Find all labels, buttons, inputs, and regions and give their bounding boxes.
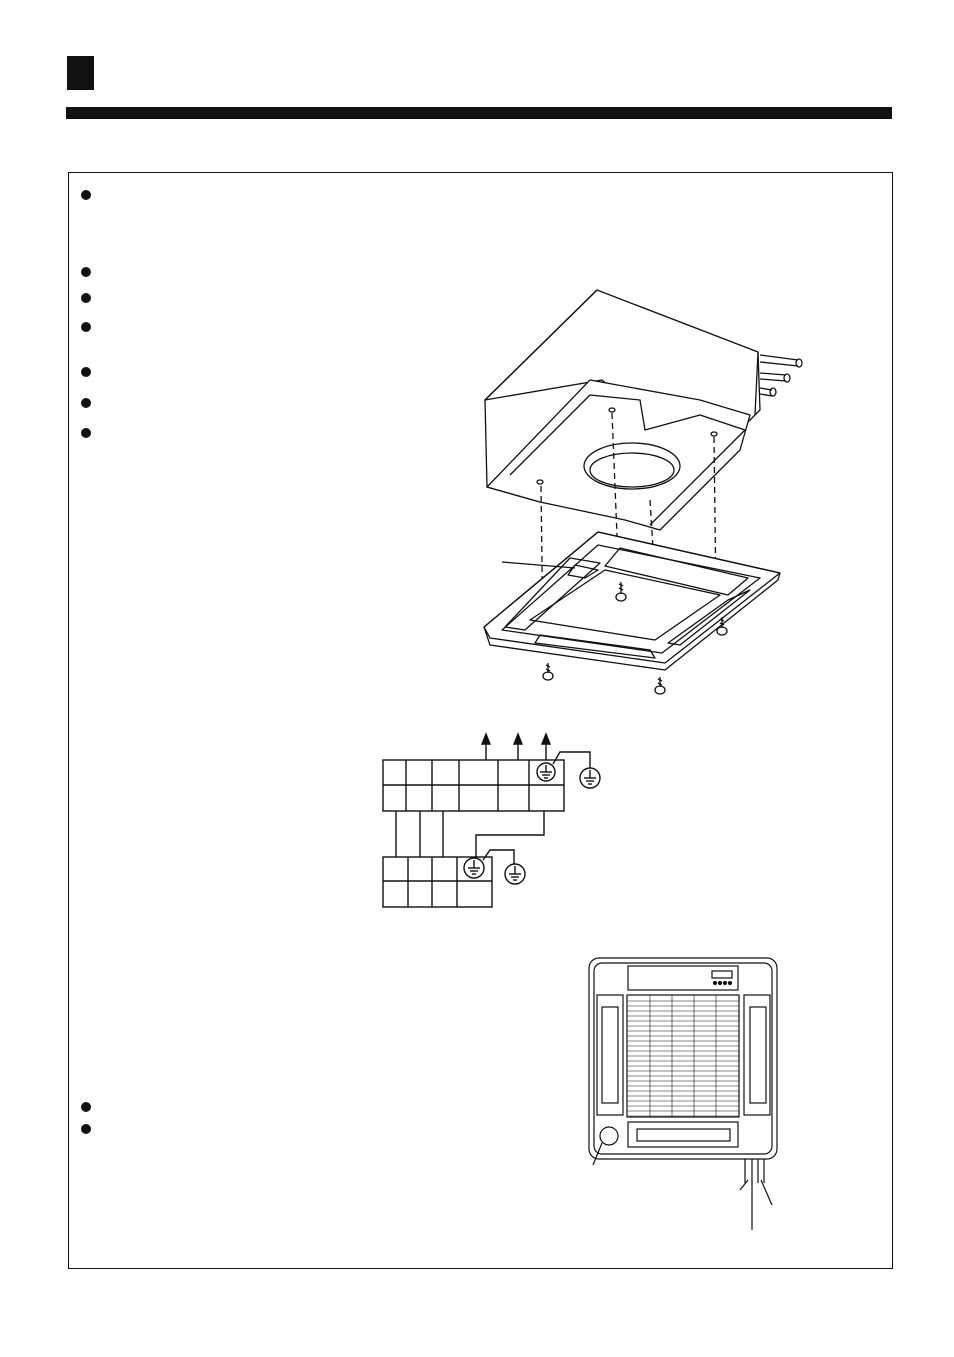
bullet-9 <box>81 1124 91 1134</box>
header-rule <box>66 107 892 119</box>
section-marker <box>67 56 94 90</box>
bullet-1 <box>81 190 91 200</box>
bullet-6 <box>81 398 91 408</box>
bullet-4 <box>81 322 91 332</box>
content-frame <box>68 172 893 1269</box>
bullet-5 <box>81 367 91 377</box>
bullet-7 <box>81 428 91 438</box>
bullet-3 <box>81 293 91 303</box>
bullet-2 <box>81 267 91 277</box>
bullet-8 <box>81 1102 91 1112</box>
